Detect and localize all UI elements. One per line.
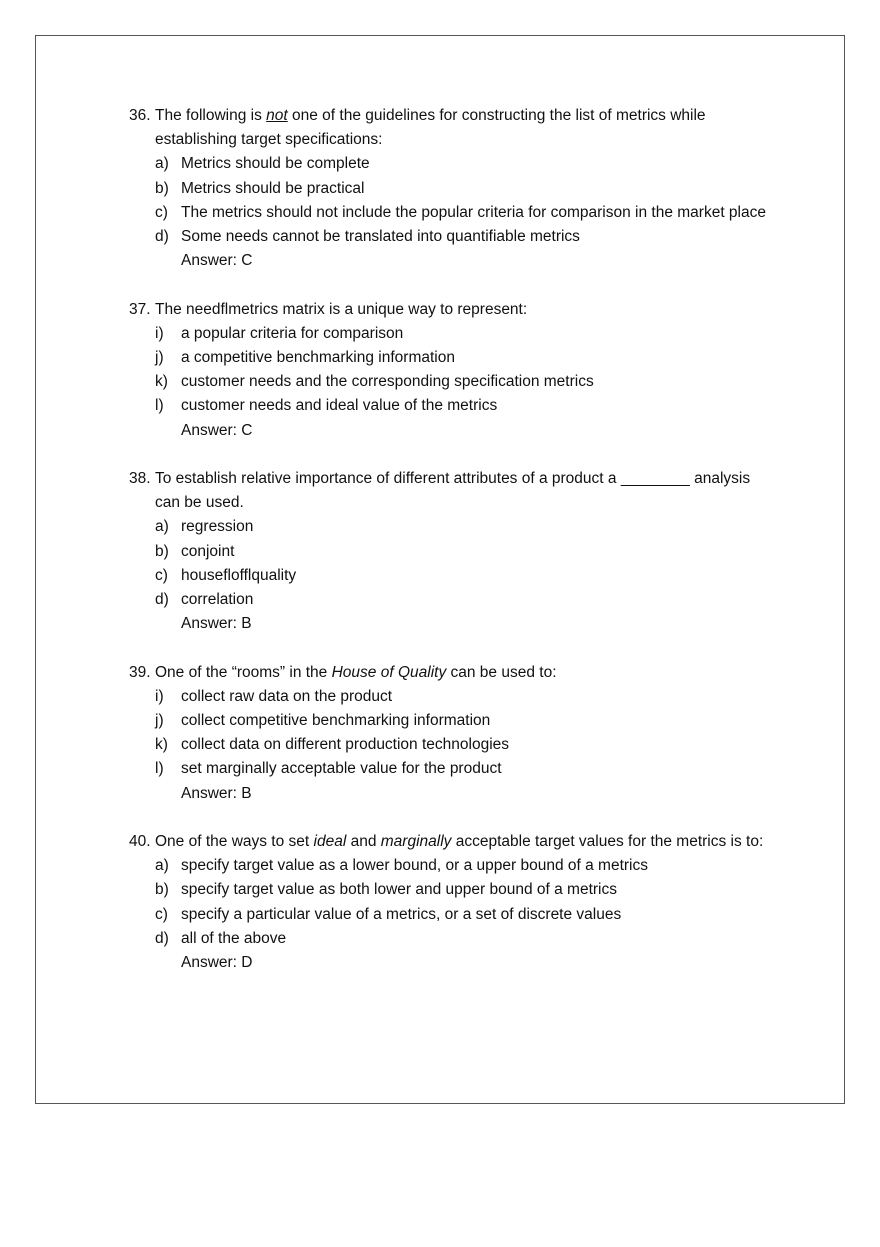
- option: b) specify target value as both lower and upper bound of a metrics: [155, 881, 617, 899]
- question-number: 39.: [129, 663, 151, 681]
- emphasis-not: not: [266, 107, 288, 124]
- option: d) Some needs cannot be translated into quantifiable metrics: [155, 228, 580, 246]
- emphasis-house-of-quality: House of Quality: [331, 663, 447, 681]
- answer: Answer: C: [181, 252, 253, 270]
- question-number: 37.: [129, 300, 151, 318]
- option: j) a competitive benchmarking information: [155, 349, 455, 367]
- answer: Answer: B: [181, 784, 252, 802]
- answer: Answer: C: [181, 421, 253, 439]
- answer: Answer: D: [181, 954, 253, 972]
- option: c) houseflofflquality: [155, 566, 297, 584]
- option: c) The metrics should not include the popular criteria for comparison in the market place: [155, 203, 766, 221]
- question-text: 40. One of the ways to set ideal and marginally acceptable target values for the metrics is to:: [129, 830, 779, 854]
- question-37: [129, 298, 779, 443]
- option: c) specify a particular value of a metrics, or a set of discrete values: [155, 905, 622, 923]
- option: b) Metrics should be practical: [155, 179, 365, 197]
- question-number: 38.: [129, 470, 151, 488]
- question-number: 36.: [129, 107, 151, 124]
- question-text: 37. The needflmetrics matrix is a unique way to represent:: [129, 298, 779, 322]
- question-text: 38. To establish relative importance of different attributes of a product a ________ analysis can be used.: [129, 467, 779, 515]
- option: a) specify target value as a lower bound, or a upper bound of a metrics: [155, 857, 648, 875]
- option: k) customer needs and the corresponding specification metrics: [155, 373, 594, 391]
- emphasis-marginally: marginally: [380, 833, 452, 851]
- question-text: 39. One of the “rooms” in the House of Quality can be used to:: [129, 661, 779, 685]
- option: i) collect raw data on the product: [155, 687, 393, 705]
- answer: Answer: B: [181, 615, 252, 633]
- option: j) collect competitive benchmarking information: [155, 712, 491, 730]
- option: d) all of the above: [155, 929, 287, 947]
- emphasis-ideal: ideal: [313, 833, 347, 851]
- question-38: [129, 467, 779, 636]
- question-36: [129, 104, 779, 273]
- option: a) regression: [155, 518, 254, 536]
- option: b) conjoint: [155, 542, 235, 560]
- option: k) collect data on different production technologies: [155, 736, 510, 754]
- question-40: [129, 830, 779, 975]
- option: a) Metrics should be complete: [155, 155, 370, 173]
- question-list: [129, 104, 779, 999]
- option: d) correlation: [155, 591, 254, 609]
- question-number: 40.: [129, 833, 151, 851]
- option: i) a popular criteria for comparison: [155, 324, 404, 342]
- question-39: [129, 661, 779, 806]
- option: l) set marginally acceptable value for the product: [155, 760, 502, 778]
- question-text: 36. The following is not one of the guidelines for constructing the list of metrics while establishing target specifications:: [129, 104, 779, 152]
- option: l) customer needs and ideal value of the metrics: [155, 397, 498, 415]
